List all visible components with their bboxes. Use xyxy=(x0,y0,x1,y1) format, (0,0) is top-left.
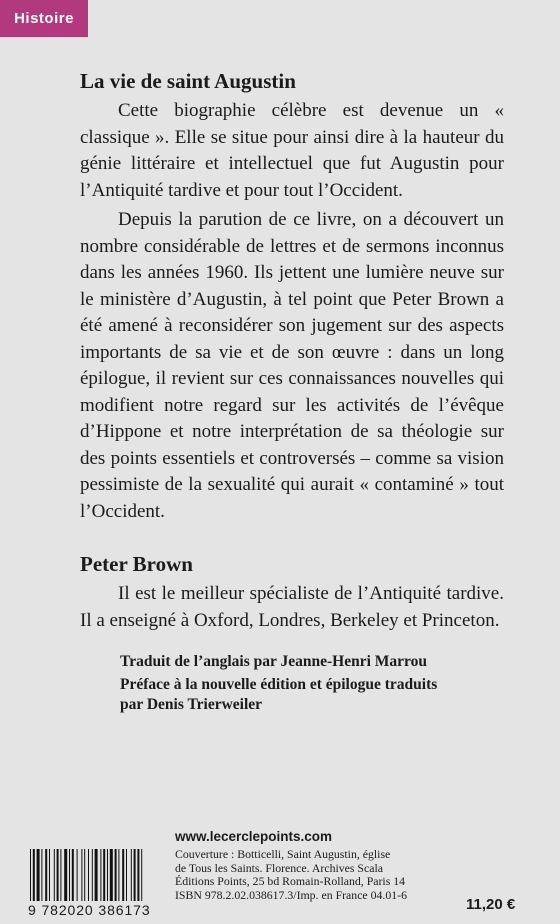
credit-line: Couverture : Botticelli, Saint Augustin, église xyxy=(175,847,391,861)
credit-line: de Tous les Saints. Florence. Archives Scala xyxy=(175,860,383,875)
barcode-bars xyxy=(28,849,172,901)
back-cover-text xyxy=(80,68,504,716)
cover-credits xyxy=(175,848,407,902)
publisher-website: www.lecerclepoints.com xyxy=(175,829,333,844)
synopsis-paragraph-2: Depuis la parution de ce livre, on a découvert un nombre considérable de lettres et de sermons inconnus dans les années 1960. Ils jettent une lumière neuve sur le ministère d’Augustin, à tel point que Peter Brown a été amené à reconsidérer son jugement sur des aspects importants de sa vie et de son œuvre : dans un long épilogue, il revient sur ces connaissances nouvelles qui modifient notre regard sur les activités de l’évêque d’Hippone et notre interprétation de sa théologie sur des points essentiels et controversés – comme sa vision pessimiste de la sexualité qui aurait « contaminé » tout l’Occident. xyxy=(80,209,504,522)
isbn-line: ISBN 978.2.02.038617.3/Imp. en France 04.01-6 xyxy=(175,887,407,902)
publisher-address: Éditions Points, 25 bd Romain-Rolland, Paris 14 xyxy=(175,874,406,888)
isbn-barcode xyxy=(28,849,172,918)
category-tag: Histoire xyxy=(0,0,88,37)
barcode-number: 9 782020 386173 xyxy=(28,902,151,918)
translation-credits xyxy=(120,652,504,716)
synopsis-paragraph-1: Cette biographie célèbre est devenue un « classique ». Elle se situe pour ainsi dire à la hauteur du génie littéraire et intellectuel que fut Augustin pour l’Antiquité tardive et pour tout l’Occident. xyxy=(80,100,504,201)
book-title: La vie de saint Augustin xyxy=(80,69,296,93)
author-name: Peter Brown xyxy=(80,552,193,576)
author-bio: Il est le meilleur spécialiste de l’Antiquité tardive. Il a enseigné à Oxford, Londres, Berkeley et Princeton. xyxy=(80,583,504,631)
price: 11,20 € xyxy=(466,896,516,913)
translator-line: Traduit de l’anglais par Jeanne-Henri Marrou xyxy=(120,653,427,670)
epilogue-translator-line: par Denis Trierweiler xyxy=(120,696,263,713)
preface-line: Préface à la nouvelle édition et épilogue traduits xyxy=(120,675,438,693)
